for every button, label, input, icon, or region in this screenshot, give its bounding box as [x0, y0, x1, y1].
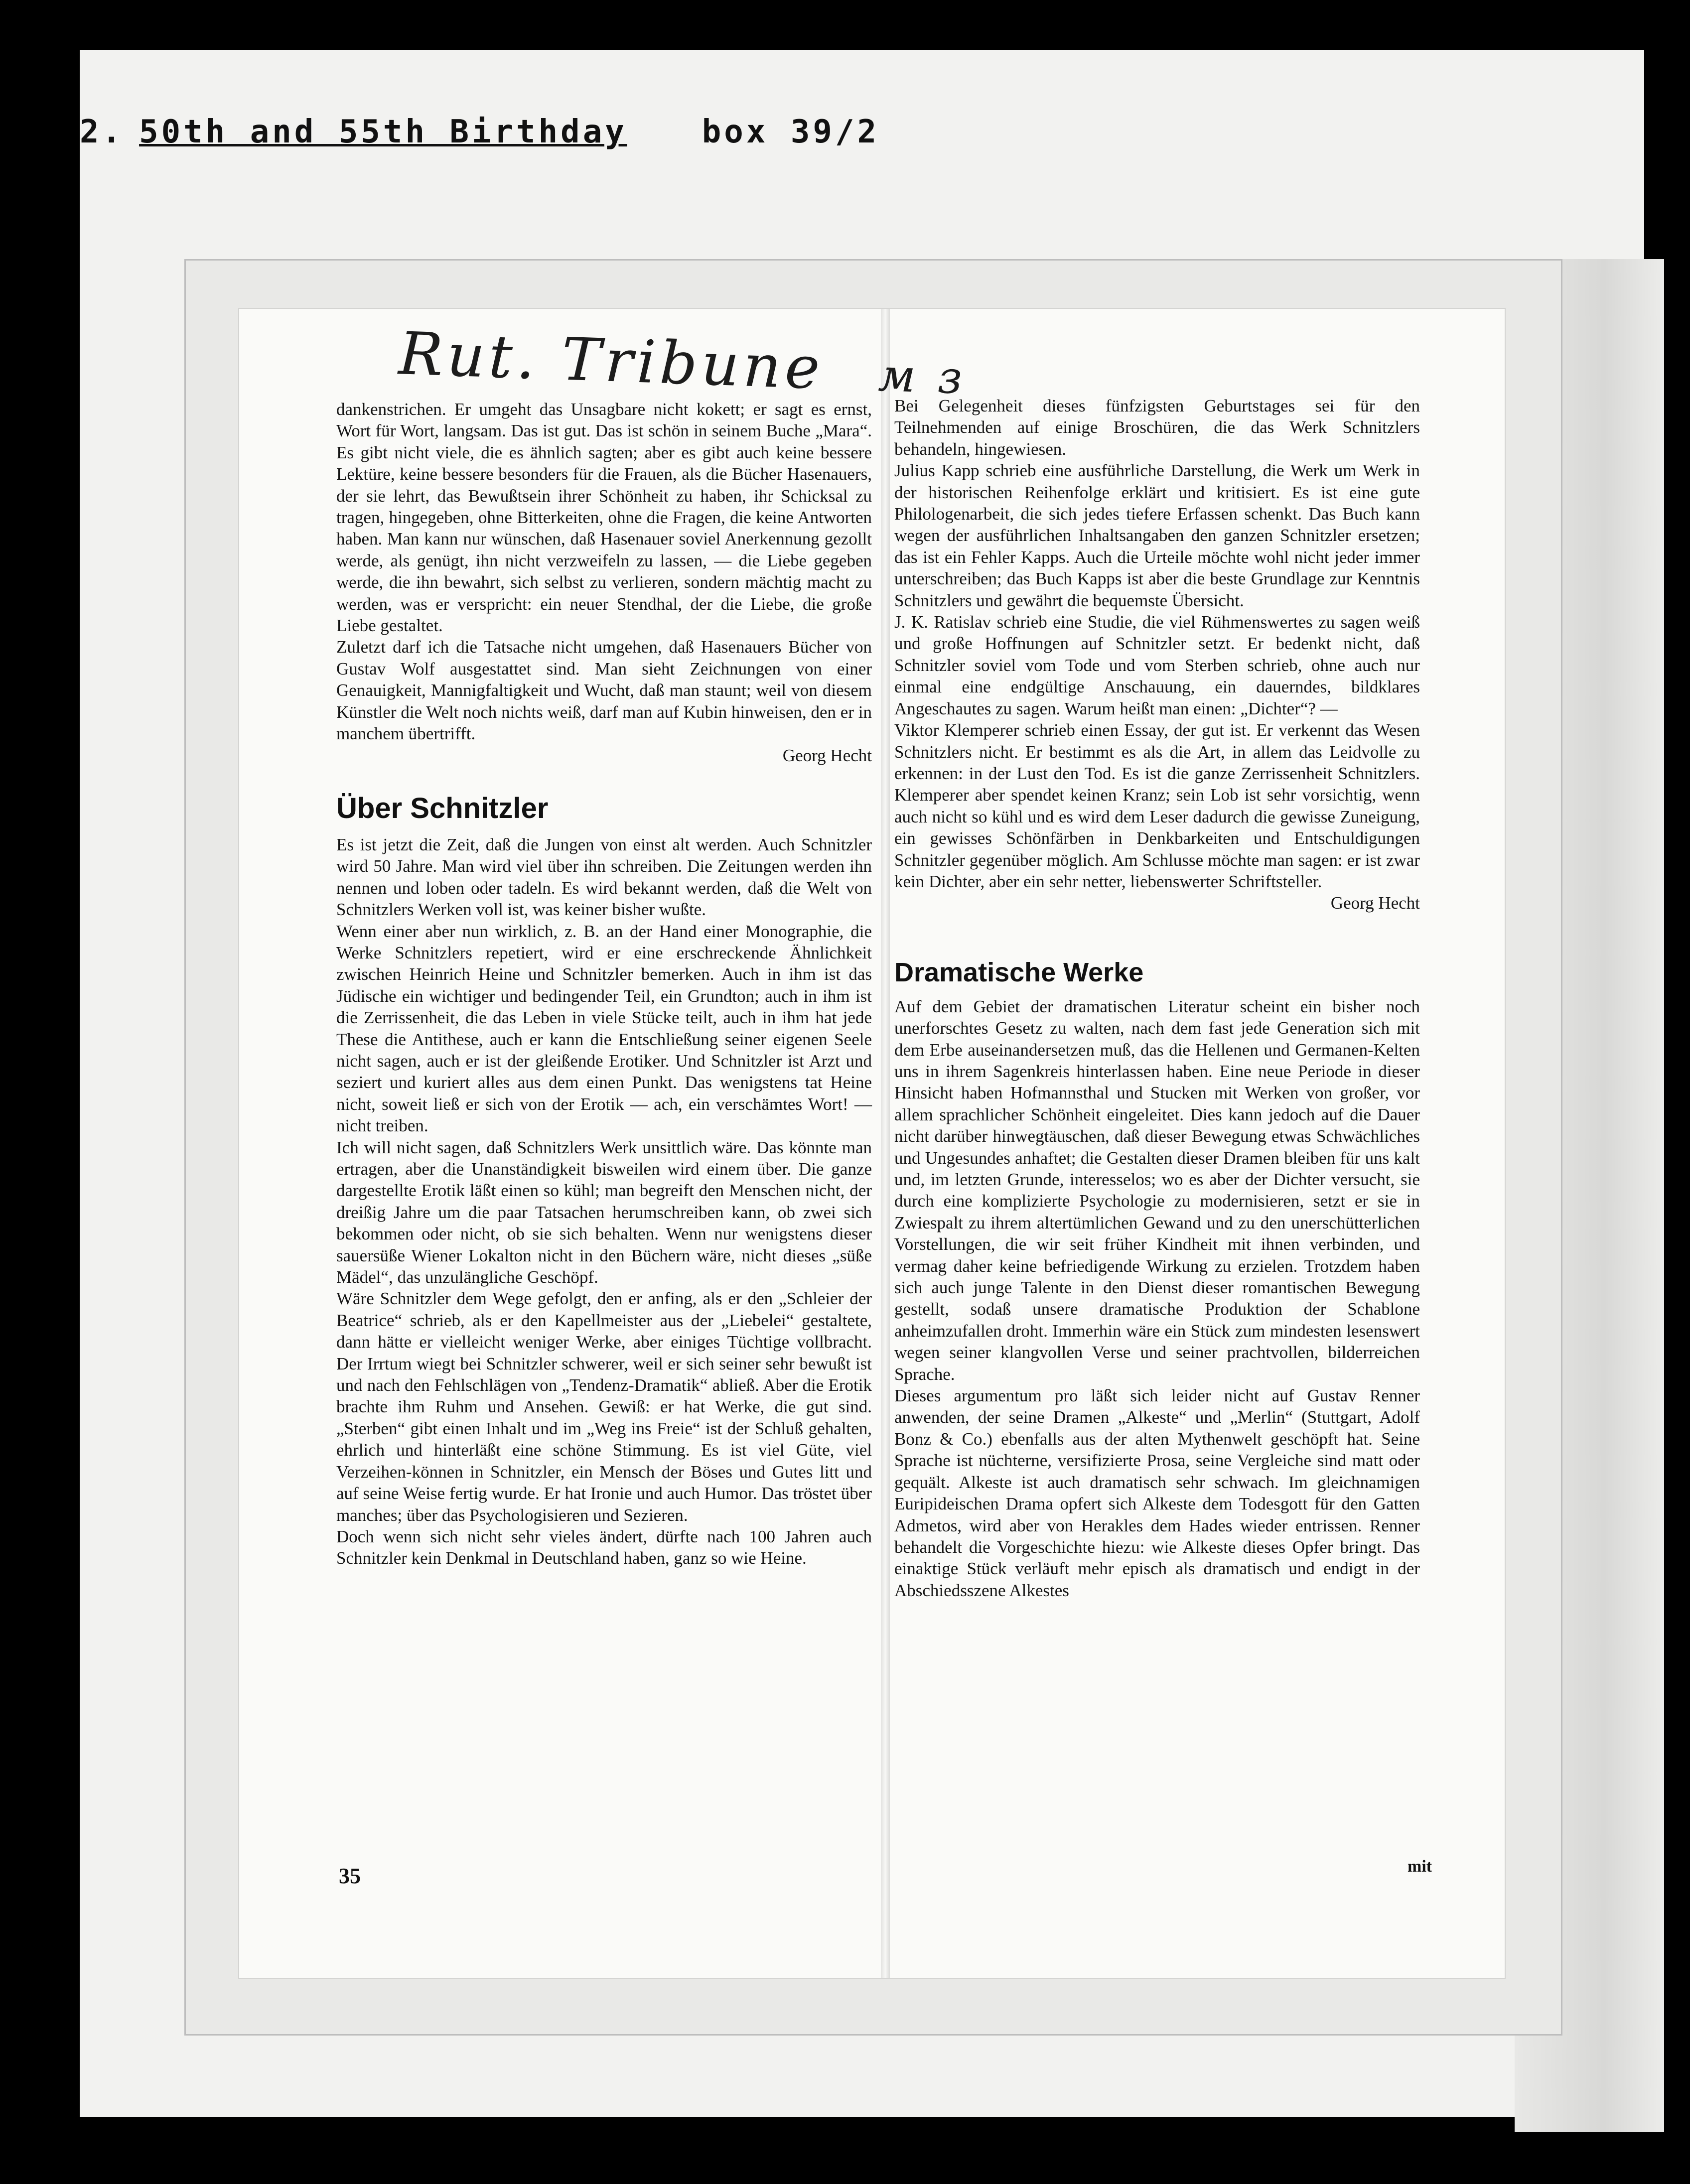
paragraph: Wenn einer aber nun wirklich, z. B. an der Hand einer Monographie, die Werke Schnitzlers repetiert, wird er eine erschreckende Ähnlichkeit zwischen Heinrich Heine und Schnitzler bemerken. Auch in ihm ist das Jüdische ein wichtiger und bedingender Teil, ein Grundton; auch in ihm ist die Zerrissenheit, die das Leben in viele Stücke teilt, auch in ihm hat jede These die Antithese, auch er kann die Entschließung seiner eigenen Seele nicht sagen, auch er ist der gleißende Erotiker. Und Schnitzler ist Arzt und seziert und kuriert alles aus dem einen Punkt. Das wenigstens tat Heine nicht, soweit ließ er sich von der Erotik — ach, ein verschämtes Wort! — nicht treiben.	[336, 921, 872, 1136]
signature: Georg Hecht	[1330, 893, 1420, 913]
paragraph: Julius Kapp schrieb eine ausführliche Darstellung, die Werk um Werk in der historischen Reihenfolge erklärt und kritisiert. Es ist eine gute Philologenarbeit, die sich jedes tiefere Erfassen schenkt. Das Buch kann wegen der ausführlichen Inhaltsangaben den ganzen Schnitzler ersetzen; das ist ein Fehler Kapps. Auch die Urteile möchte wohl nicht jeder immer unterschreiben; das Buch Kapps ist aber die beste Grundlage zur Kenntnis Schnitzlers und gewährt die bequemste Übersicht.	[894, 461, 1420, 610]
header-number: 2.	[80, 114, 125, 150]
page-number: 35	[339, 1864, 361, 1888]
left-column	[336, 399, 872, 1569]
archive-header	[80, 114, 879, 150]
paragraph: dankenstrichen. Er umgeht das Unsagbare nicht kokett; er sagt es ernst, Wort für Wort, langsam. Das ist gut. Das ist schön in seinem Buche „Mara“. Es gibt nicht viele, die es ähnlich sagten; aber es gibt auch keine bessere Lektüre, keine bessere besonders für die Frauen, als die Bücher Hasenauers, der sie lehrt, das Bewußtsein ihrer Schönheit zu haben, ihr Schicksal zu tragen, hingegeben, ohne Bitterkeiten, ohne die Fragen, die keine Antworten haben. Man kann nur wünschen, daß Hasenauer soviel Anerkennung gezollt werde, als genügt, ihn nicht verzweifeln zu lassen, — die Liebe gegeben werde, die ihn bewahrt, sich selbst zu verlieren, sondern mächtig macht zu werden, was er verspricht: ein neuer Stendhal, der die Liebe, die große Liebe gestaltet.	[336, 400, 872, 636]
handwritten-source: Rut. Tribune	[397, 319, 825, 403]
clipping-fold	[881, 309, 890, 1978]
paragraph: Wäre Schnitzler dem Wege gefolgt, den er anfing, als er den „Schleier der Beatrice“ schrieb, als er den Kapellmeister aus der „Liebelei“ gestaltete, dann hätte er vielleicht weniger Werke, aber einiges Tüchtige vollbracht. Der Irrtum wiegt bei Schnitzler schwerer, weil er sich seiner sehr bewußt ist und nach den Fehlschlägen von „Tendenz-Dramatik“ abließ. Aber die Erotik brachte ihm Ruhm und Ansehen. Gewiß: er hat Werke, die gut sind. „Sterben“ gibt einen Inhalt und im „Weg ins Freie“ ist der Schluß gehalten, ehrlich und hinterläßt eine schöne Stimmung. Es ist viel Güte, viel Verzeihen-können in Schnitzler, ein Mensch der Böses und Gutes litt und auf seine Weise fertig wurde. Er hat Ironie und auch Humor. Das tröstet über manches; über das Psychologisieren und Sezieren.	[336, 1289, 872, 1525]
article-heading: Über Schnitzler	[336, 792, 549, 824]
paragraph: Es ist jetzt die Zeit, daß die Jungen von einst alt werden. Auch Schnitzler wird 50 Jahre. Man wird viel über ihn schreiben. Die Zeitungen werden ihn nennen und loben oder tadeln. Es wird bekannt werden, daß die Welt von Schnitzlers Werken voll ist, was keiner bisher wußte.	[336, 834, 872, 920]
paragraph: Doch wenn sich nicht sehr vieles ändert, dürfte nach 100 Jahren auch Schnitzler kein Denkmal in Deutschland haben, ganz so wie Heine.	[336, 1526, 872, 1568]
paragraph: Zuletzt darf ich die Tatsache nicht umgehen, daß Hasenauers Bücher von Gustav Wolf ausgestattet sind. Man sieht Zeichnungen von einer Genauigkeit, Mannigfaltigkeit und Wucht, daß man staunt; weil von diesem Künstler die Welt noch nichts weiß, darf man auf Kubin hinweisen, den er in manchem übertrifft.	[336, 637, 872, 744]
header-title: 50th and 55th Birthday	[139, 114, 627, 150]
catchword: mit	[1408, 1857, 1432, 1876]
paragraph: Ich will nicht sagen, daß Schnitzlers Werk unsittlich wäre. Das könnte man ertragen, aber die Unanständigkeit bisweilen wird einem über. Die ganze dargestellte Erotik läßt einen so kühl; man begreift den Menschen nicht, der dreißig Jahre um die paar Tatsachen herumschreiben kann, ob zwei sich bekommen oder nicht, ob sie sich behalten. Wenn nur wenigstens dieser sauersüße Wiener Lokalton nicht in den Büchern wäre, nicht dieses „süße Mädel“, das unzulängliche Geschöpf.	[336, 1137, 872, 1287]
paragraph: J. K. Ratislav schrieb eine Studie, die viel Rühmenswertes zu sagen weiß und große Hoffnungen auf Schnitzler setzt. Er bedenkt nicht, daß Schnitzler soviel vom Tode und vom Sterben schrieb, ohne auch nur einmal eine endgültige Anschauung, ein dauerndes, bildklares Angeschautes zu sagen. Warum heißt man einen: „Dichter“? —	[894, 612, 1420, 718]
article-heading: Dramatische Werke	[894, 957, 1144, 987]
paragraph: Bei Gelegenheit dieses fünfzigsten Geburtstages sei für den Teilnehmenden auf einige Broschüren, die das Werk Schnitzlers behandeln, hingewiesen.	[894, 396, 1420, 459]
right-column	[894, 395, 1420, 1601]
paragraph: Viktor Klemperer schrieb einen Essay, der gut ist. Er verkennt das Wesen Schnitzlers nicht. Er bestimmt es als die Art, in allem das Leidvolle zu erkennen: in der Lust den Tod. Es ist die ganze Zerrissenheit Schnitzlers. Klemperer aber spendet keinen Kranz; sein Lob ist sehr vorsichtig, wenn auch nicht so kühl und es wird dem Leser dadurch die gewisse Zuneigung, ein gewisses Schönfärben in Denkbarkeiten und Entschuldigungen Schnitzler gegenüber möglich. Am Schlusse möchte man sagen: er ist zwar kein Dichter, aber ein sehr netter, liebenswerter Schriftsteller.	[894, 720, 1420, 891]
header-box: box 39/2	[702, 114, 879, 150]
paragraph: Auf dem Gebiet der dramatischen Literatur scheint ein bisher noch unerforschtes Gesetz zu walten, nach dem fast jede Generation sich mit dem Erbe auseinandersetzen muß, das die Hellenen und Germanen-Kelten uns in ihrem Sagenkreis hinterlassen haben. Eine neue Periode in dieser Hinsicht haben Hofmannsthal und Stucken mit Werken von großer, vor allem sprachlicher Schönheit eingeleitet. Dies kann jedoch auf die Dauer nicht darüber hinwegtäuschen, daß dieser Bewegung etwas Schwächliches und Ungesundes anhaftet; die Gestalten dieser Dramen bleiben für uns kalt und, im letzten Grunde, interesselos; wo es aber der Dichter versucht, sie durch eine komplizierte Psychologie zu modernisieren, setzt er sie in Zwiespalt zu ihrem altertümlichen Gewand und zu den unerschütterlichen Vorstellungen, die wir seit früher Kindheit mit ihnen verbinden, und vermag daher keine befriedigende Wirkung zu erzielen. Trotzdem haben sich auch junge Talente in den Dienst dieser romantischen Bewegung gestellt, sodaß unsere dramatische Produktion der Schablone anheimzufallen droht. Immerhin wäre ein Stück zum mindesten lesenswert wegen seiner klangvollen Verse und seiner prachtvollen, bilderreichen Sprache.	[894, 996, 1420, 1384]
signature: Georg Hecht	[782, 745, 872, 765]
paragraph: Dieses argumentum pro läßt sich leider nicht auf Gustav Renner anwenden, der seine Dramen „Alkeste“ und „Merlin“ (Stuttgart, Adolf Bonz & Co.) ebenfalls aus der alten Mythenwelt geschöpft hat. Seine Sprache ist nüchterne, versifizierte Prosa, seine Vergleiche sind matt oder gequält. Alkeste ist auch dramatisch sehr schwach. Im gleichnamigen Euripideischen Drama opfert sich Alkeste dem Todesgott für den Gatten Admetos, wird aber von Herakles dem Hades wieder entrissen. Renner behandelt die Vorgeschichte hiezu: wie Alkeste dieses Opfer bringt. Das einaktige Stück verläuft mehr episch als dramatisch und endigt in der Abschiedsszene Alkestes	[894, 1386, 1420, 1600]
handwritten-mark: м з	[877, 349, 967, 405]
